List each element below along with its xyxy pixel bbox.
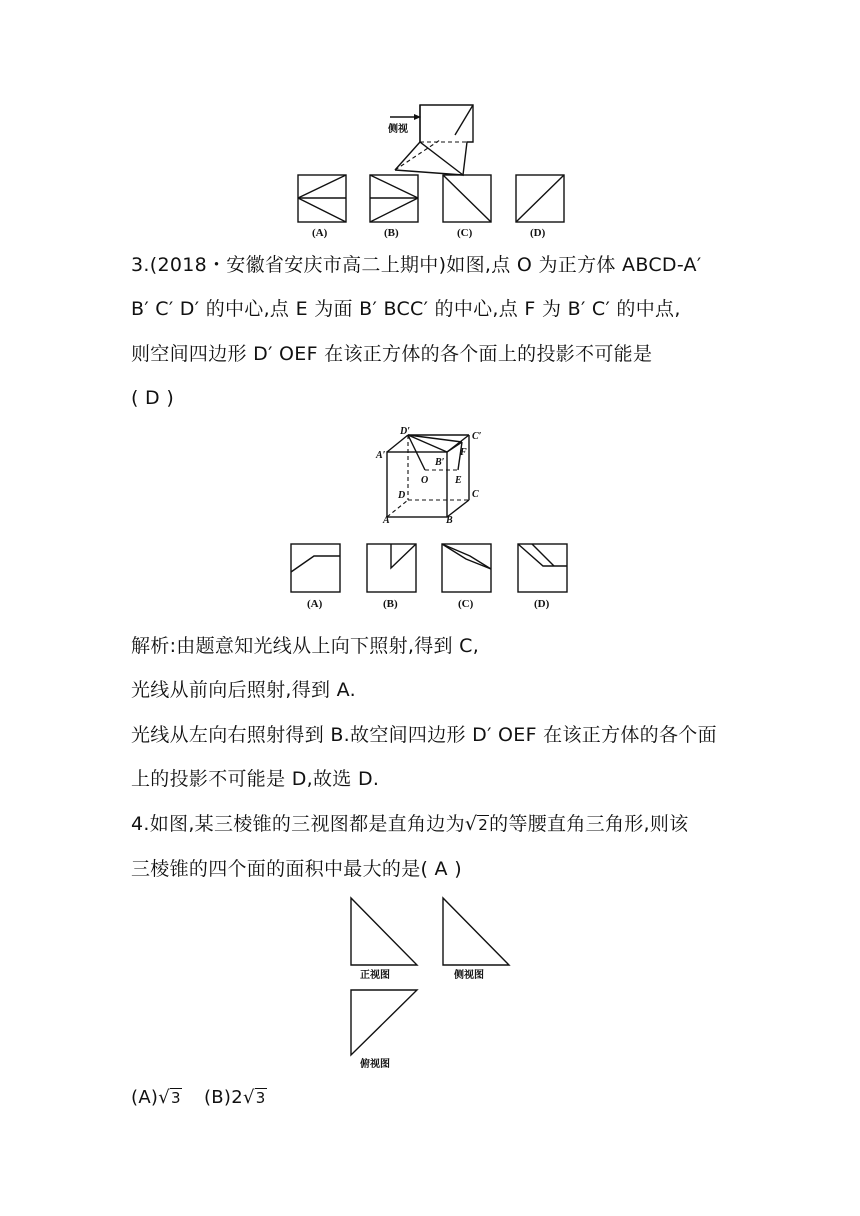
cube-label-c: C bbox=[472, 489, 479, 500]
option-a-label: (A) bbox=[307, 598, 323, 610]
cube-label-a1: A′ bbox=[376, 450, 386, 461]
side-view-label: 侧视图 bbox=[454, 970, 484, 981]
option-c-label: (C) bbox=[458, 598, 474, 610]
option-c-square bbox=[442, 544, 491, 592]
cube-label-o: O bbox=[421, 475, 429, 486]
cube-label-d: D bbox=[398, 490, 406, 501]
analysis-line-1: 解析:由题意知光线从上向下照射,得到 C, bbox=[131, 635, 480, 657]
q3-line-1: 3.(2018・安徽省安庆市高二上期中)如图,点 O 为正方体 ABCD-A′ bbox=[131, 254, 702, 276]
prism-edge bbox=[395, 170, 463, 175]
q4-line-1-end: 的等腰直角三角形,则该 bbox=[489, 813, 689, 835]
option-b-label: (B)2 bbox=[203, 1087, 243, 1108]
front-view-triangle bbox=[351, 898, 417, 965]
analysis-line-4: 上的投影不可能是 D,故选 D. bbox=[131, 768, 380, 790]
sqrt-icon: √ bbox=[158, 1087, 171, 1108]
option-b-radicand: 3 bbox=[255, 1089, 266, 1107]
prism-edge bbox=[455, 105, 473, 135]
option-d-square bbox=[518, 544, 567, 592]
cube-label-c1: C′ bbox=[472, 431, 482, 442]
sqrt-icon: √ bbox=[243, 1087, 255, 1108]
option-b-label: (B) bbox=[384, 227, 399, 239]
sqrt-2-expression bbox=[465, 815, 489, 834]
option-a-square bbox=[298, 175, 346, 222]
prism-edge bbox=[395, 142, 420, 170]
option-d-square bbox=[516, 175, 564, 222]
option-c-square bbox=[443, 175, 491, 222]
side-view-triangle bbox=[443, 898, 509, 965]
top-view-label: 俯视图 bbox=[360, 1059, 390, 1070]
option-b-label: (B) bbox=[383, 598, 398, 610]
q4-options bbox=[131, 1089, 267, 1107]
q3-line-3: 则空间四边形 D′ OEF 在该正方体的各个面上的投影不可能是 bbox=[131, 343, 653, 365]
side-view-arrow-label: 侧视 bbox=[388, 124, 408, 135]
cube-label-f: F bbox=[460, 447, 467, 458]
front-view-label: 正视图 bbox=[360, 970, 390, 981]
option-a-radicand: 3 bbox=[171, 1089, 181, 1107]
sqrt-icon: √ bbox=[464, 813, 478, 835]
cube-label-b1: B′ bbox=[435, 457, 445, 468]
cube-label-e: E bbox=[455, 475, 462, 486]
option-a-value bbox=[158, 1089, 182, 1107]
analysis-line-2: 光线从前向后照射,得到 A. bbox=[131, 679, 356, 701]
option-b-value bbox=[243, 1089, 267, 1107]
q3-answer-bracket: ( D ) bbox=[131, 387, 175, 409]
option-c-label: (C) bbox=[457, 227, 473, 239]
cube-label-b: B bbox=[446, 515, 453, 526]
q4-line-2: 三棱锥的四个面的面积中最大的是( A ) bbox=[131, 858, 462, 880]
cube-label-a: A bbox=[383, 515, 390, 526]
option-d-label: (D) bbox=[534, 598, 550, 610]
q4-line-1 bbox=[131, 815, 688, 834]
sqrt-2-radicand: 2 bbox=[478, 816, 489, 834]
analysis-line-3: 光线从左向右照射得到 B.故空间四边形 D′ OEF 在该正方体的各个面 bbox=[131, 724, 717, 746]
option-d-label: (D) bbox=[530, 227, 546, 239]
figure-prism-side-view bbox=[290, 100, 570, 240]
q4-line-1-start: 4.如图,某三棱锥的三视图都是直角边为 bbox=[131, 813, 465, 835]
prism-face bbox=[420, 105, 473, 175]
option-b-square bbox=[370, 175, 418, 222]
q3-line-2: B′ C′ D′ 的中心,点 E 为面 B′ BCC′ 的中心,点 F 为 B′ C′ 的中点, bbox=[131, 298, 681, 320]
top-view-triangle bbox=[351, 990, 417, 1055]
figure-cube bbox=[280, 425, 580, 620]
option-a-square bbox=[291, 544, 340, 592]
option-b-square bbox=[367, 544, 416, 592]
figure-three-views bbox=[340, 895, 520, 1075]
cube-label-d1: D′ bbox=[400, 426, 411, 437]
option-a-label: (A) bbox=[312, 227, 328, 239]
option-a-label: (A) bbox=[131, 1087, 159, 1108]
